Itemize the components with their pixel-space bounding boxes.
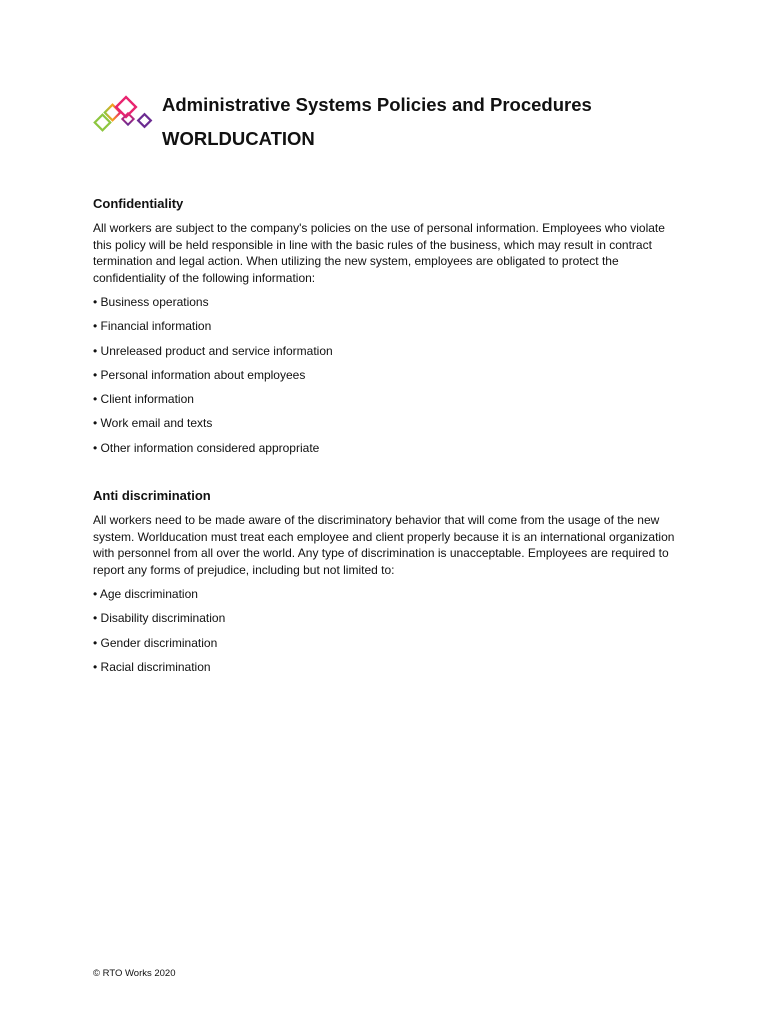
footer-copyright: © RTO Works 2020 [93,968,176,979]
list-item: • Gender discrimination [93,635,218,650]
list-item: • Personal information about employees [93,367,306,382]
document-title: Administrative Systems Policies and Procedures [162,94,592,115]
list-item: • Business operations [93,295,209,309]
confidentiality-section [93,196,683,464]
list-item: • Client information [93,392,194,407]
section-paragraph: All workers are subject to the company's policies on the use of personal information. Employees who violate this policy will be held responsible in line with the basic rules of the business, which may result in contract termination and legal action. When utilizing the new system, employees are obligated to protect the confidentiality of the following information: [93,221,665,285]
rto-works-logo [92,94,156,138]
anti-discrimination-section [93,488,683,683]
bullet-list [93,294,683,456]
section-heading: Confidentiality [93,196,184,211]
list-item: • Other information considered appropriate [93,440,320,455]
list-item: • Unreleased product and service information [93,343,333,358]
bullet-list [93,586,683,675]
section-heading: Anti discrimination [93,488,211,503]
organization-name: WORLDUCATION [162,128,315,149]
list-item: • Financial information [93,319,212,334]
list-item: • Racial discrimination [93,659,211,674]
list-item: • Disability discrimination [93,611,226,626]
list-item: • Work email and texts [93,416,213,431]
section-paragraph: All workers need to be made aware of the discriminatory behavior that will come from the usage of the new system. Worlducation must treat each employee and client properly because it is an international organization with personnel from all over the world. Any type of discrimination is unacceptable. Employees are required to report any forms of prejudice, including but not limited to: [93,513,675,577]
list-item: • Age discrimination [93,587,198,601]
